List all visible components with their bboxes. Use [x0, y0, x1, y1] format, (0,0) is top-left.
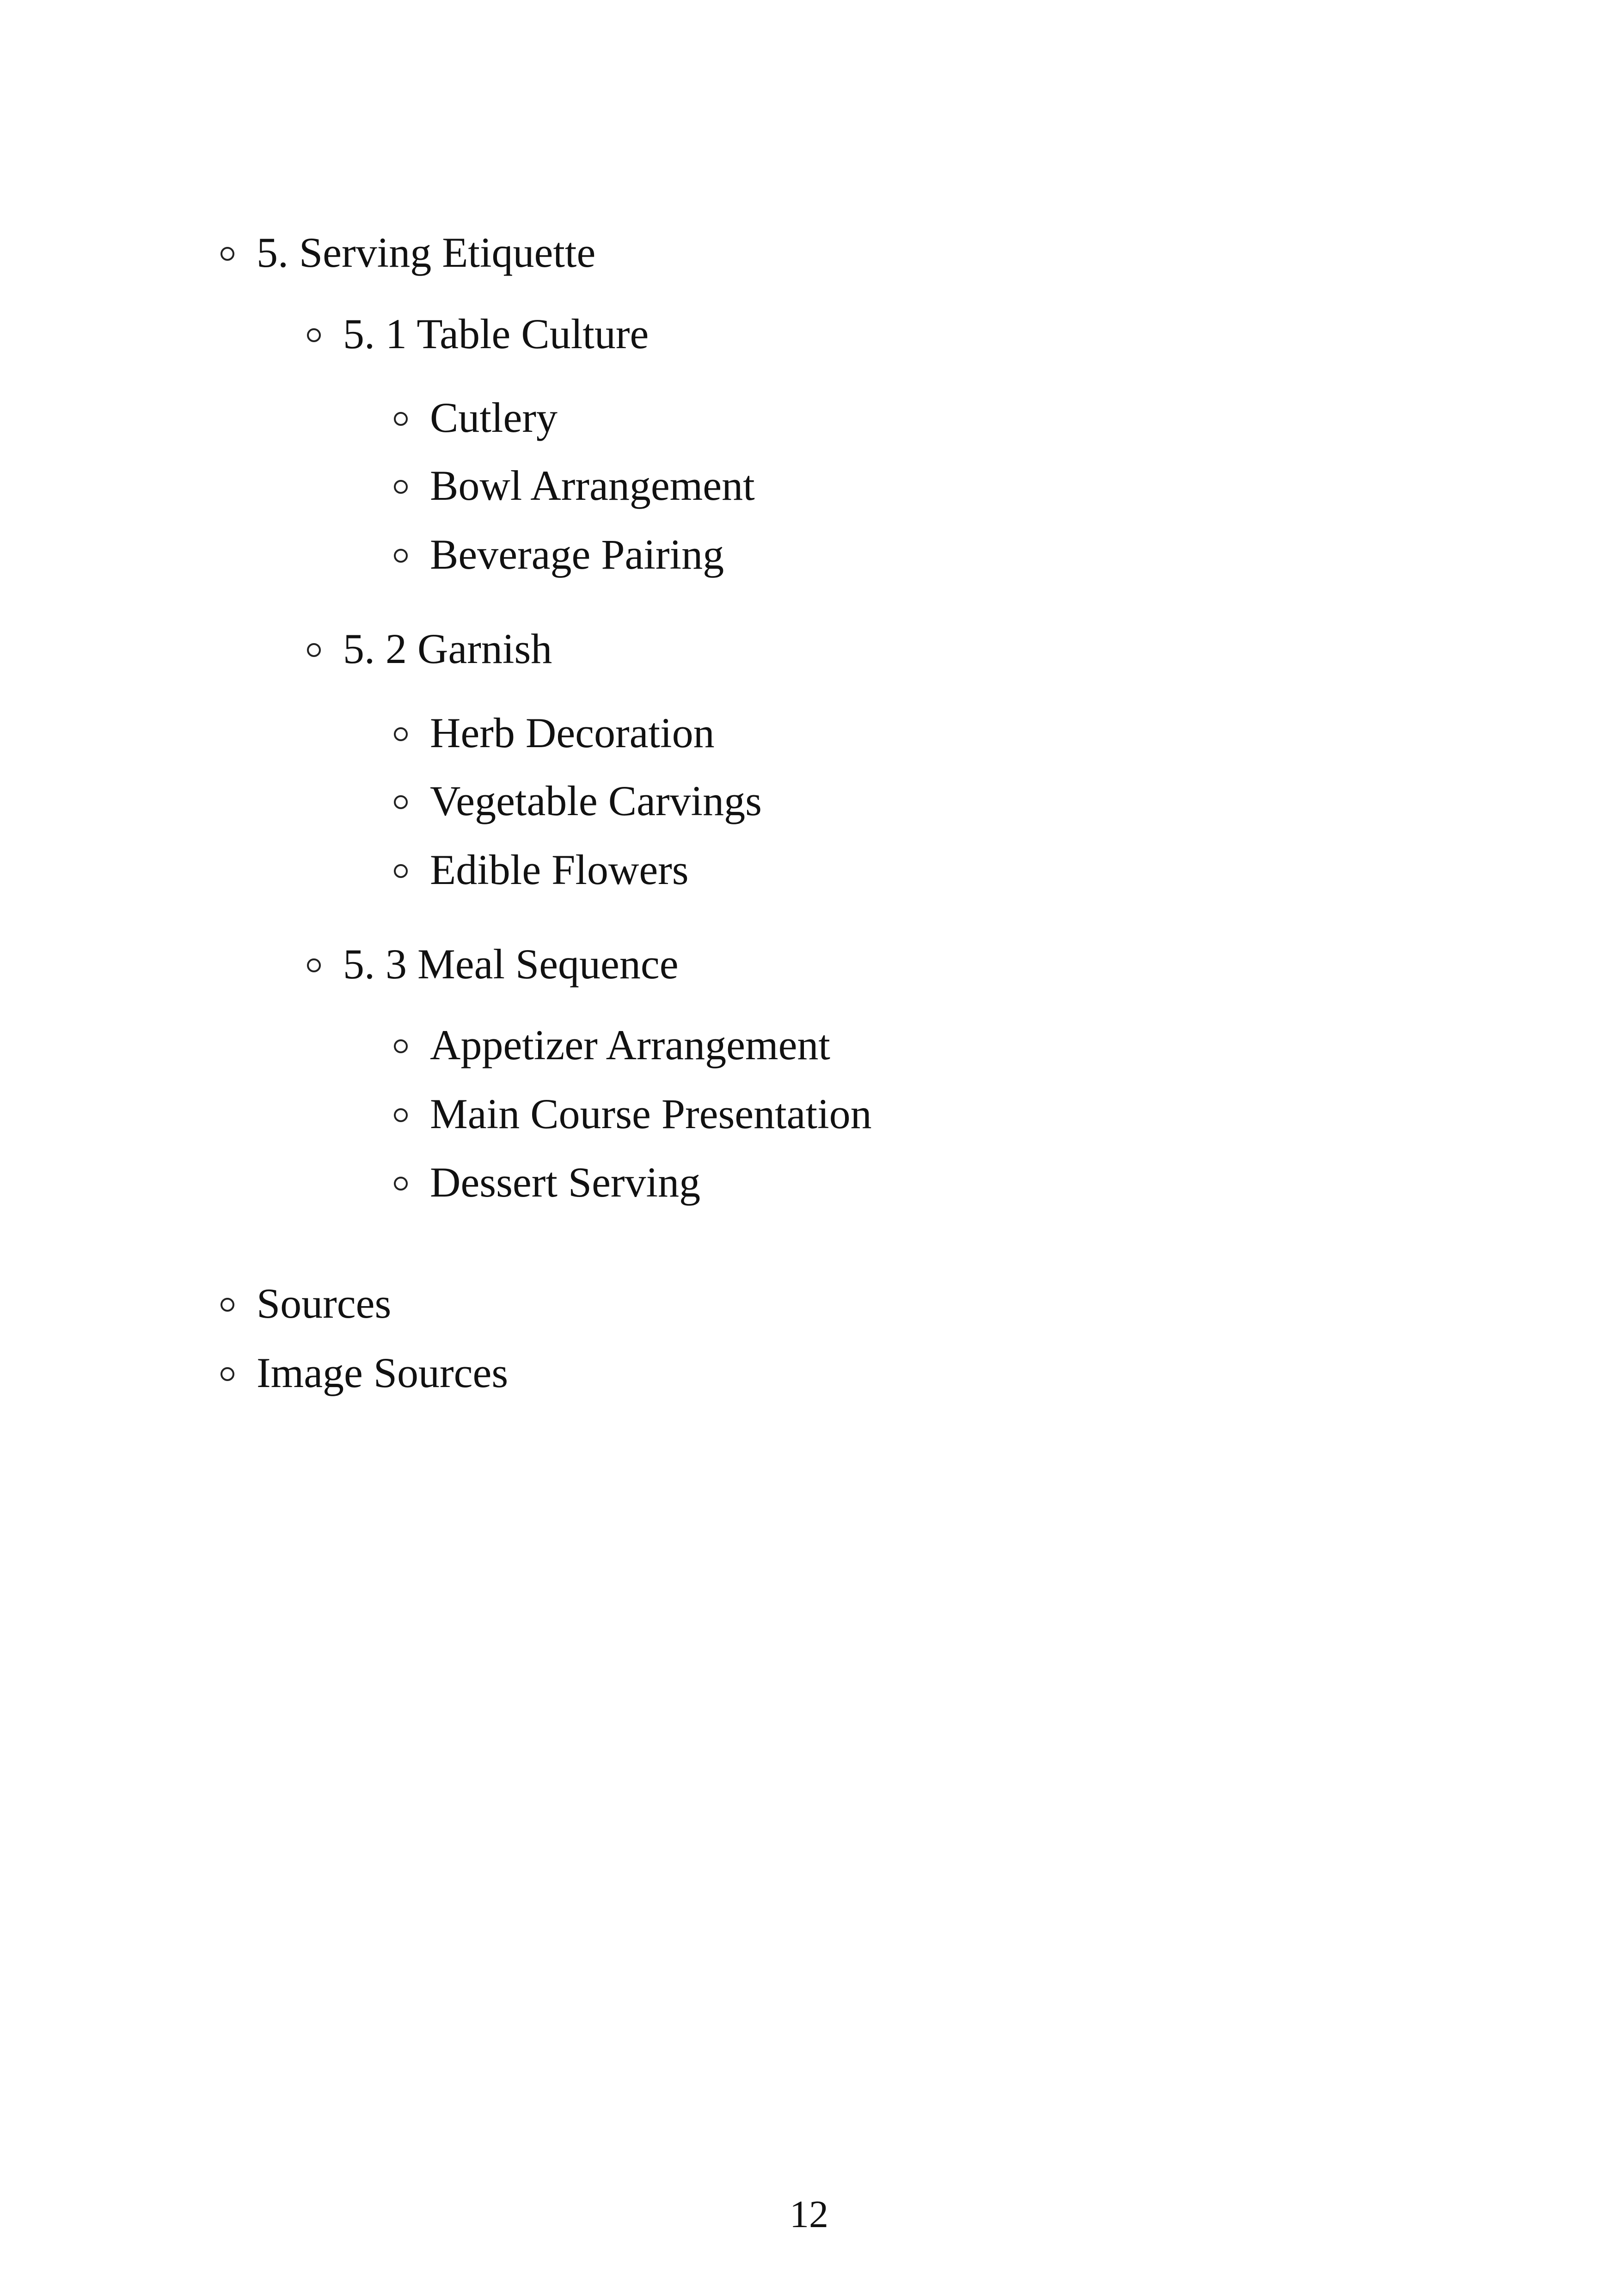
outline-item-label: Sources: [257, 1280, 392, 1327]
outline-item-label: Edible Flowers: [430, 846, 689, 893]
outline-item-meal-sequence: [343, 940, 679, 988]
outline-item-label: Appetizer Arrangement: [430, 1021, 830, 1068]
hollow-circle-bullet-icon: [221, 1298, 234, 1312]
outline-item-label: Bowl Arrangement: [430, 462, 755, 509]
outline-item-label: Dessert Serving: [430, 1159, 701, 1206]
outline-item-vegetable-carvings: [430, 777, 762, 824]
hollow-circle-bullet-icon: [221, 247, 234, 261]
outline-item-herb-decoration: [430, 709, 715, 756]
outline-item-label: 5. 2 Garnish: [343, 625, 552, 672]
hollow-circle-bullet-icon: [307, 328, 321, 342]
outline-item-dessert-serving: [430, 1159, 701, 1206]
hollow-circle-bullet-icon: [394, 864, 408, 878]
outline-item-label: 5. 1 Table Culture: [343, 310, 649, 357]
hollow-circle-bullet-icon: [307, 958, 321, 972]
hollow-circle-bullet-icon: [394, 412, 408, 426]
hollow-circle-bullet-icon: [394, 1108, 408, 1122]
hollow-circle-bullet-icon: [221, 1367, 234, 1381]
page-number: 12: [790, 2193, 828, 2236]
outline-item-bowl-arrangement: [430, 464, 755, 507]
hollow-circle-bullet-icon: [394, 549, 408, 563]
outline-item-label: Beverage Pairing: [430, 531, 724, 578]
hollow-circle-bullet-icon: [394, 480, 408, 494]
hollow-circle-bullet-icon: [394, 795, 408, 809]
outline-item-table-culture: [343, 310, 649, 357]
outline-item-sources: [257, 1282, 391, 1325]
hollow-circle-bullet-icon: [394, 1039, 408, 1053]
outline-item-label: Main Course Presentation: [430, 1090, 872, 1137]
outline-item-label: 5. 3 Meal Sequence: [343, 940, 679, 988]
hollow-circle-bullet-icon: [394, 727, 408, 741]
hollow-circle-bullet-icon: [394, 1177, 408, 1191]
outline-item-cutlery: [430, 396, 558, 439]
outline-item-garnish: [343, 627, 552, 670]
hollow-circle-bullet-icon: [307, 643, 321, 657]
outline-item-serving-etiquette: [257, 231, 595, 274]
outline-item-label: Herb Decoration: [430, 709, 715, 756]
outline-item-main-course-presentation: [430, 1090, 872, 1137]
outline-item-label: 5. Serving Etiquette: [257, 229, 596, 276]
outline-item-label: Image Sources: [257, 1349, 509, 1396]
outline-item-appetizer-arrangement: [430, 1021, 830, 1068]
outline-item-label: Vegetable Carvings: [430, 777, 762, 824]
outline-item-image-sources: [257, 1351, 508, 1394]
outline-item-edible-flowers: [430, 848, 689, 891]
outline-item-beverage-pairing: [430, 533, 724, 576]
outline-item-label: Cutlery: [430, 394, 558, 441]
